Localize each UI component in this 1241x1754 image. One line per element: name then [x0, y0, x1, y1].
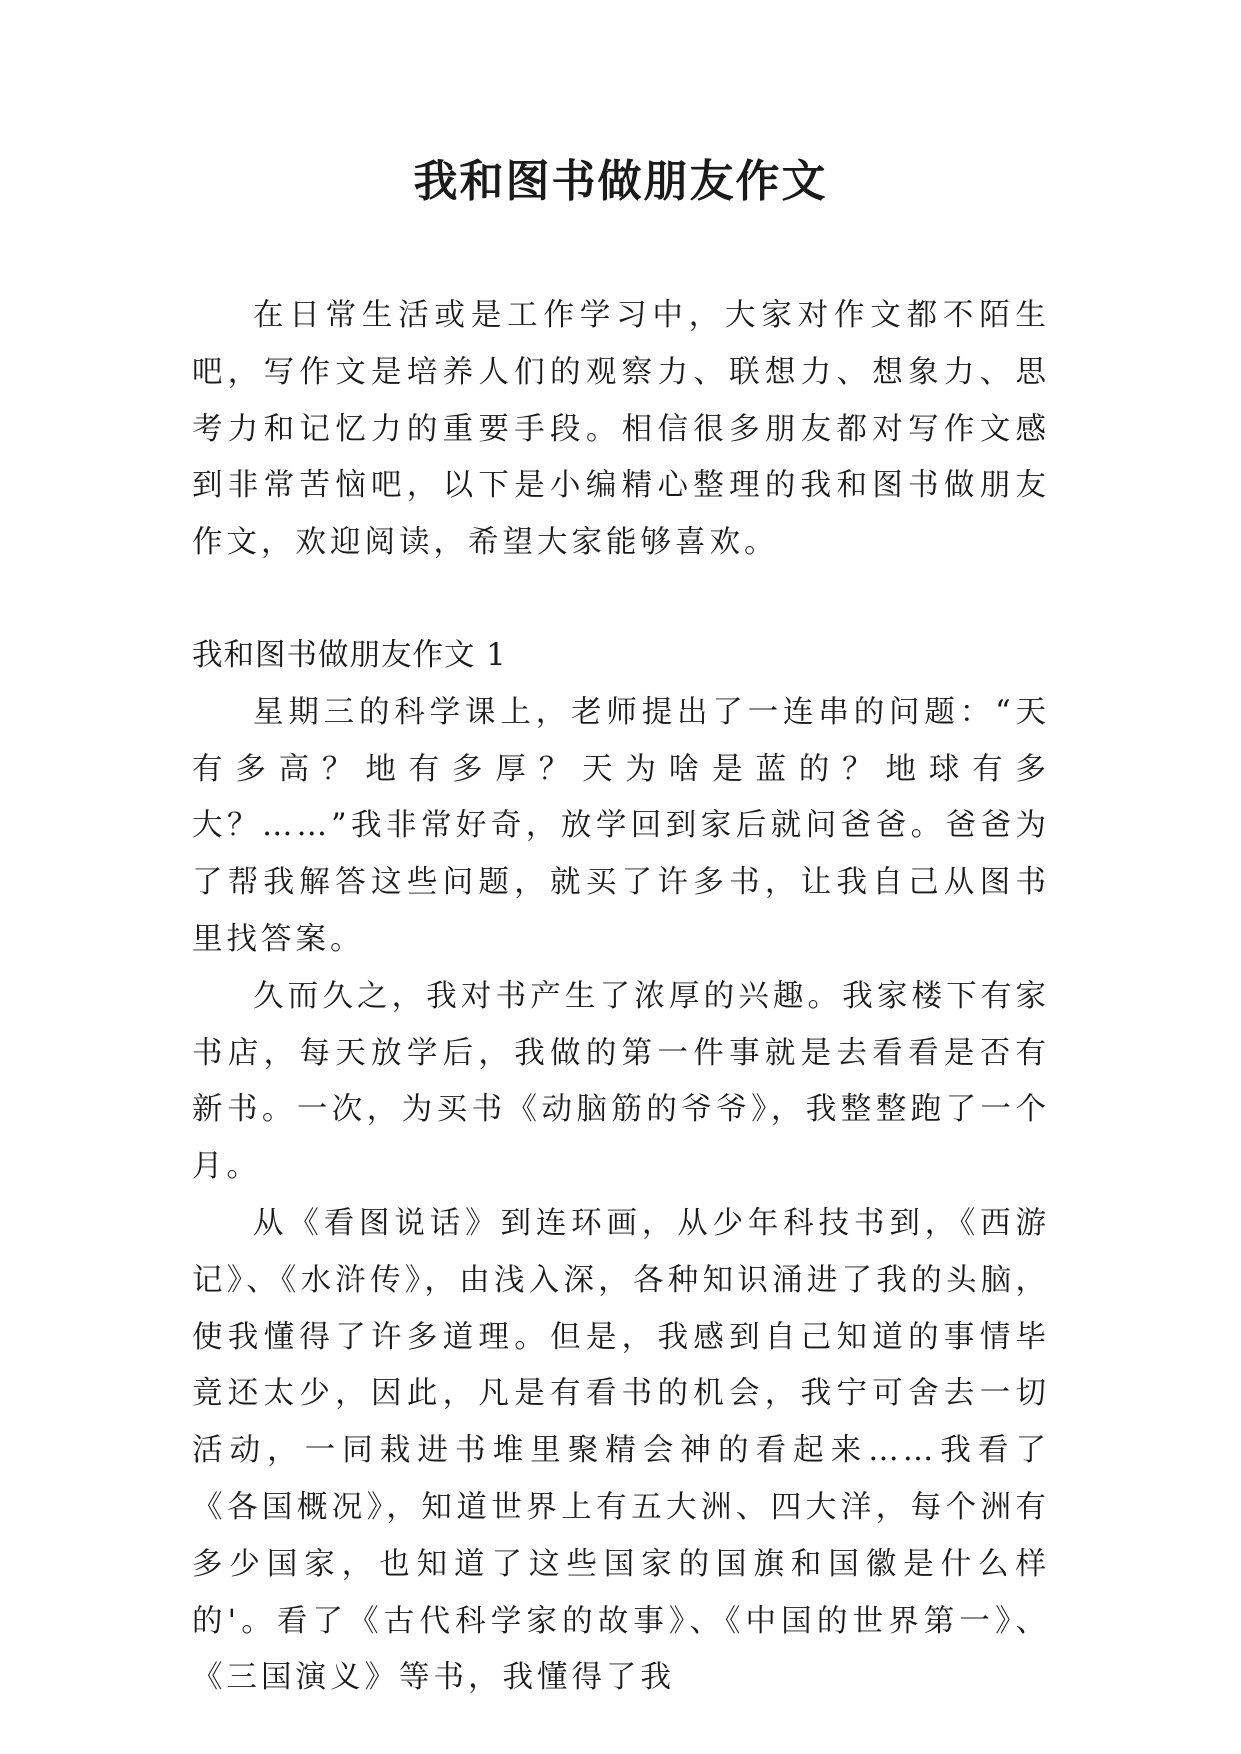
- body-paragraph-2: 久而久之，我对书产生了浓厚的兴趣。我家楼下有家书店，每天放学后，我做的第一件事就是去看看是否有新书。一次，为买书《动脑筋的爷爷》，我整整跑了一个月。: [192, 978, 1050, 1185]
- intro-paragraph: 在日常生活或是工作学习中，大家对作文都不陌生吧，写作文是培养人们的观察力、联想力、想象力、思考力和记忆力的重要手段。相信很多朋友都对写作文感到非常苦恼吧，以下是小编精心整理的我和图书做朋友作文，欢迎阅读，希望大家能够喜欢。: [192, 298, 1050, 561]
- section-heading: 我和图书做朋友作文 1: [192, 637, 507, 673]
- body-paragraph-1: 星期三的科学课上，老师提出了一连串的问题：“天有多高？地有多厚？天为啥是蓝的？地球有多大？……”我非常好奇，放学回到家后就问爸爸。爸爸为了帮我解答这些问题，就买了许多书，让我自己从图书里找答案。: [192, 694, 1050, 957]
- document-title: 我和图书做朋友作文: [413, 156, 828, 207]
- body-paragraph-3: 从《看图说话》到连环画，从少年科技书到，《西游记》、《水浒传》，由浅入深，各种知识涌进了我的头脑，使我懂得了许多道理。但是，我感到自己知道的事情毕竟还太少，因此，凡是有看书的机会，我宁可舍去一切活动，一同栽进书堆里聚精会神的看起来……我看了《各国概况》，知道世界上有五大洲、四大洋，每个洲有多少国家，也知道了这些国家的国旗和国徽是什么样的'。看了《古代科学家的故事》、《中国的世界第一》、《三国演义》等书，我懂得了我: [192, 1205, 1050, 1696]
- document-body: [192, 288, 1050, 1707]
